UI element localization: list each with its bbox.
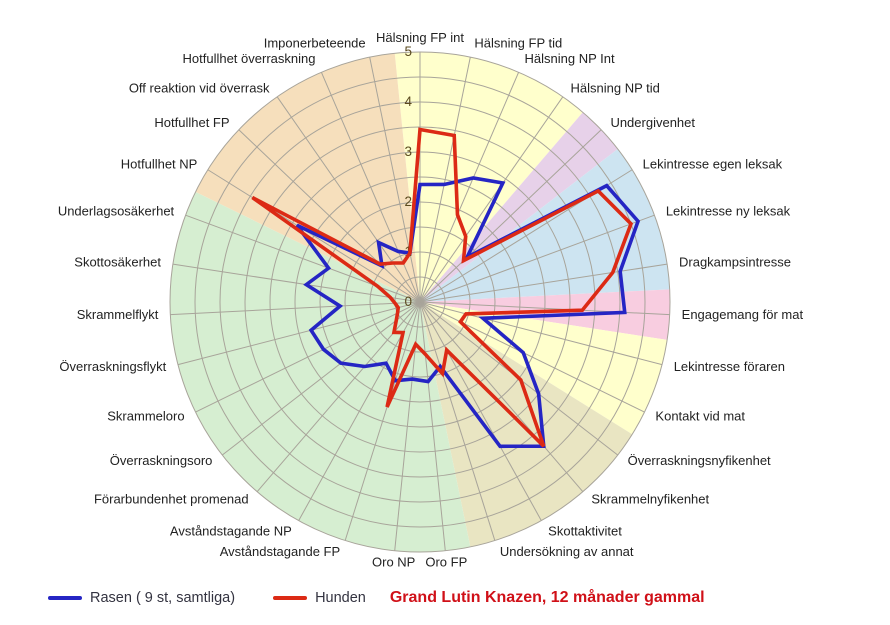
axis-label: Skottosäkerhet (74, 254, 161, 270)
axis-label: Skrammelnyfikenhet (591, 491, 710, 507)
hunden-legend-label: Hunden (315, 590, 366, 606)
axis-label: Undergivenhet (610, 114, 696, 130)
axis-label: Skottaktivitet (548, 523, 622, 539)
axis-label: Oro FP (425, 554, 468, 570)
axis-label: Underlagsosäkerhet (57, 203, 175, 219)
axis-label: Hälsning NP tid (570, 80, 660, 96)
axis-label: Oro NP (372, 554, 416, 570)
axis-label: Överraskningsflykt (59, 359, 167, 375)
legend-item-hunden (273, 590, 366, 606)
axis-label: Förarbundenhet promenad (93, 491, 249, 507)
axis-label: Hotfullhet FP (154, 114, 230, 130)
axis-label: Skrammelflykt (76, 307, 159, 323)
scale-tick: 3 (404, 144, 412, 159)
scale-tick: 5 (404, 44, 412, 59)
axis-label: Hälsning FP int (376, 30, 464, 45)
scale-tick: 1 (404, 244, 412, 259)
axis-label: Överraskningsoro (109, 453, 213, 469)
scale-tick: 2 (404, 194, 412, 209)
axis-label: Hotfullhet NP (120, 156, 198, 172)
chart-footer (0, 583, 890, 613)
axis-label: Hälsning NP Int (524, 51, 615, 67)
axis-label: Kontakt vid mat (655, 408, 746, 424)
axis-label: Lekintresse ny leksak (665, 203, 791, 219)
scale-tick: 4 (404, 94, 412, 109)
rasen-line-swatch (48, 596, 82, 600)
axis-label: Off reaktion vid överrask (128, 80, 270, 96)
axis-label: Imponerbeteende (263, 35, 366, 51)
axis-label: Överraskningsnyfikenhet (627, 453, 771, 469)
axis-label: Hotfullhet överraskning (182, 51, 316, 67)
axis-label: Avståndstagande FP (219, 544, 341, 560)
scale-tick: 0 (404, 294, 412, 309)
axis-label: Lekintresse egen leksak (642, 156, 783, 172)
axis-label: Engagemang för mat (681, 307, 804, 323)
rasen-legend-label: Rasen ( 9 st, samtliga) (90, 590, 236, 606)
legend-item-rasen (48, 590, 235, 606)
chart-title: Grand Lutin Knazen, 12 månader gammal (389, 589, 705, 606)
hunden-line-swatch (273, 596, 307, 600)
axis-label: Lekintresse föraren (673, 359, 785, 375)
axis-label: Skrammeloro (107, 408, 185, 424)
axis-label: Dragkampsintresse (679, 254, 791, 270)
axis-label: Undersökning av annat (499, 544, 634, 560)
axis-label: Avståndstagande NP (169, 523, 292, 539)
axis-label: Hälsning FP tid (474, 35, 563, 51)
